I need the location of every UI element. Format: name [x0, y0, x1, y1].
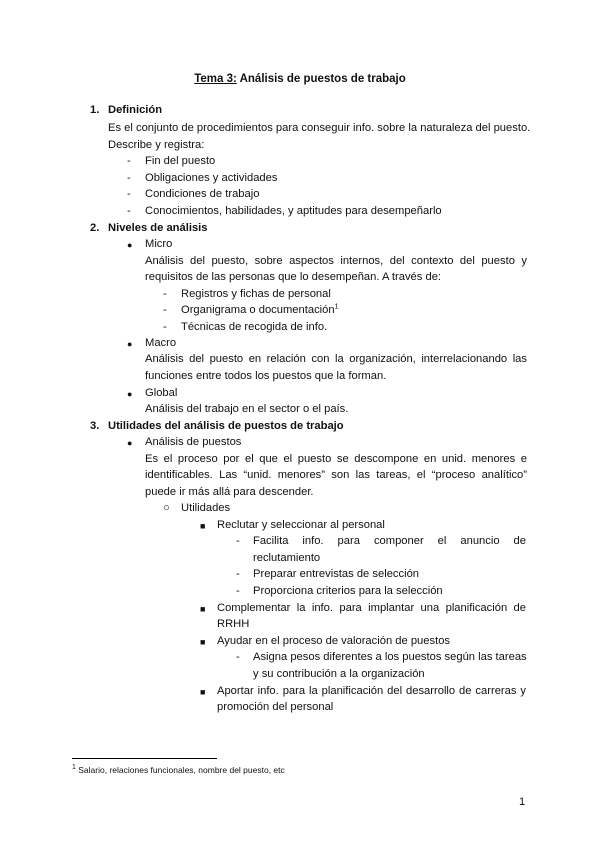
footnote-ref: 1	[334, 303, 339, 311]
list-item: Técnicas de recogida de info.	[181, 321, 328, 333]
macro-text-line-1: Análisis del puesto en relación con la organización, interrelacionando las	[145, 353, 527, 365]
section-3-number: 3.	[90, 420, 100, 432]
list-item: Obligaciones y actividades	[145, 172, 278, 184]
micro-text-line-1: Análisis del puesto, sobre aspectos internos, del contexto del puesto y	[145, 255, 527, 267]
dash-marker: -	[163, 321, 167, 333]
utility-detail: Preparar entrevistas de selección	[253, 568, 420, 580]
utility-detail: Facilita info. para componer el anuncio de	[253, 535, 526, 547]
list-item: Fin del puesto	[145, 155, 216, 167]
list-item: Organigrama o documentación$^1$	[181, 303, 339, 316]
dash-marker: -	[236, 535, 240, 547]
utility-detail: Proporciona criterios para la selección	[253, 585, 443, 597]
dash-marker: -	[236, 585, 240, 597]
utility-detail: reclutamiento	[253, 552, 321, 564]
dash-marker: -	[236, 651, 240, 663]
section-3-heading: Utilidades del análisis de puestos de trabajo	[108, 420, 344, 432]
utility-item: Complementar la info. para implantar una planificación de	[217, 602, 526, 614]
page-title: Tema 3: Análisis de puestos de trabajo	[194, 73, 406, 85]
footnote-divider	[72, 758, 217, 759]
analysis-text-line-3: puede ir más allá para descender.	[145, 486, 314, 498]
list-item: Registros y fichas de personal	[181, 288, 331, 300]
utility-item-continued: RRHH	[217, 618, 250, 630]
macro-text-line-2: funciones entre todos los puestos que la forman.	[145, 370, 387, 382]
square-bullet-icon: ■	[200, 521, 206, 531]
page-number: 1	[519, 796, 526, 808]
bullet-icon: ●	[127, 240, 133, 250]
section-1-number: 1.	[90, 104, 100, 116]
section-1-paragraph-1: Es el conjunto de procedimientos para conseguir info. sobre la naturaleza del puesto.	[108, 122, 531, 134]
macro-label: Macro	[145, 337, 177, 349]
section-1-heading: Definición	[108, 104, 163, 116]
dash-marker: -	[236, 568, 240, 580]
utility-detail: y su contribución a la organización	[253, 668, 425, 680]
utility-detail: Asigna pesos diferentes a los puestos según las tareas	[253, 651, 527, 663]
analysis-text-line-1: Es el proceso por el que el puesto se descompone en unid. menores e	[145, 453, 527, 465]
square-bullet-icon: ■	[200, 637, 206, 647]
list-item: Conocimientos, habilidades, y aptitudes para desempeñarlo	[145, 205, 442, 217]
circle-bullet-icon: ○	[163, 502, 170, 514]
analysis-text-line-2: identificables. Las “unid. menores” son las tareas, el “proceso analítico”	[145, 469, 527, 481]
dash-marker: -	[127, 188, 131, 200]
utility-item: Aportar info. para la planificación del desarrollo de carreras y	[217, 685, 526, 697]
dash-marker: -	[127, 155, 131, 167]
global-label: Global	[145, 387, 178, 399]
utilities-label: Utilidades	[181, 502, 231, 514]
bullet-icon: ●	[127, 389, 133, 399]
dash-marker: -	[127, 172, 131, 184]
micro-label: Micro	[145, 238, 173, 250]
footnote: $^1$ Salario, relaciones funcionales, nombre del puesto, etc	[72, 764, 285, 775]
dash-marker: -	[127, 205, 131, 217]
bullet-icon: ●	[127, 438, 133, 448]
square-bullet-icon: ■	[200, 687, 206, 697]
list-item: Condiciones de trabajo	[145, 188, 260, 200]
utility-item: Ayudar en el proceso de valoración de puestos	[217, 635, 451, 647]
section-2-number: 2.	[90, 222, 100, 234]
utility-item-continued: promoción del personal	[217, 701, 334, 713]
square-bullet-icon: ■	[200, 604, 206, 614]
utility-item: Reclutar y seleccionar al personal	[217, 519, 385, 531]
micro-text-line-2: requisitos de las personas que lo desempeñan. A través de:	[145, 271, 442, 283]
section-2-heading: Niveles de análisis	[108, 222, 208, 234]
dash-marker: -	[163, 288, 167, 300]
bullet-icon: ●	[127, 339, 133, 349]
section-1-paragraph-2: Describe y registra:	[108, 139, 205, 151]
analysis-label: Análisis de puestos	[145, 436, 242, 448]
global-text: Análisis del trabajo en el sector o el país.	[145, 403, 349, 415]
dash-marker: -	[163, 304, 167, 316]
